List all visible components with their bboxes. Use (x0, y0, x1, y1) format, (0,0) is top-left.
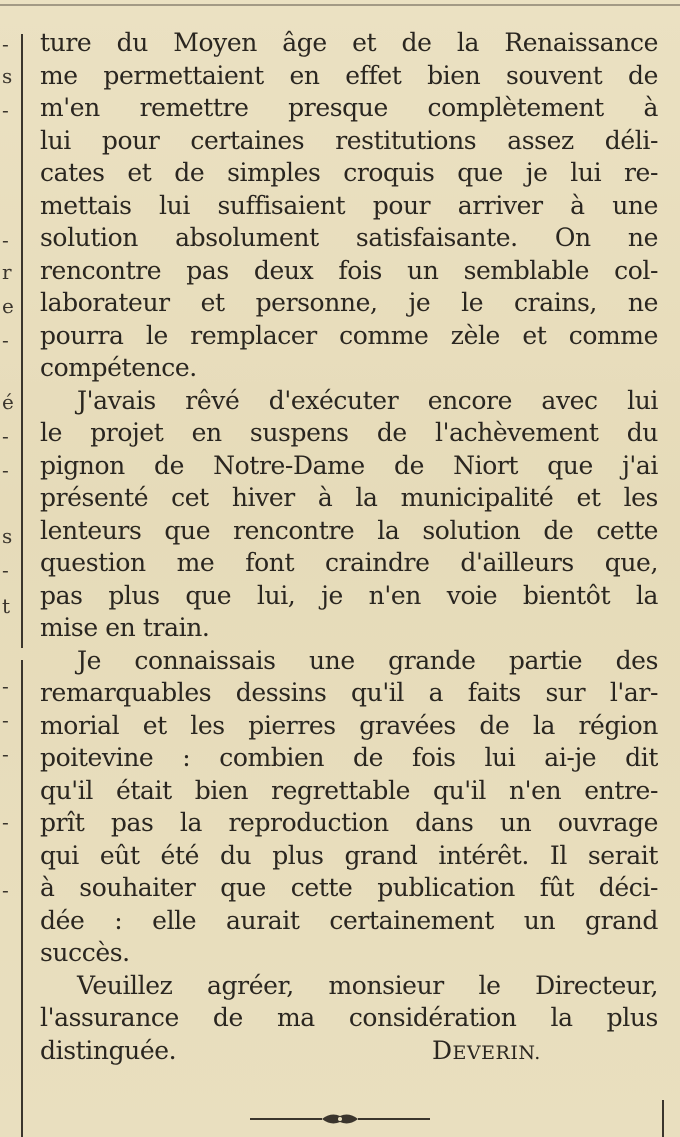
margin-fragment: - (2, 328, 9, 352)
signature-initial: D (432, 1035, 453, 1065)
text-line: pignon de Notre-Dame de Niort que j'ai (40, 450, 658, 480)
end-ornament-icon (250, 1111, 430, 1127)
margin-fragment: t (2, 594, 11, 618)
text-line: solution absolument satisfaisante. On ne (40, 223, 658, 252)
margin-fragment: - (2, 810, 9, 834)
text-line: le projet en suspens de l'achèvement du (40, 418, 658, 447)
signature (432, 1035, 541, 1068)
text-line: qu'il était bien regrettable qu'il n'en entre- (40, 775, 658, 805)
margin-fragment: - (2, 458, 9, 482)
text-line: pas plus que lui, je n'en voie bientôt la (40, 580, 658, 610)
text-line: à souhaiter que cette publication fût déci- (40, 873, 658, 902)
margin-fragment: é (2, 390, 14, 414)
margin-fragment: r (2, 260, 12, 284)
text-line: prît pas la reproduction dans un ouvrage (40, 808, 658, 837)
adjacent-column-fragments (0, 0, 14, 1137)
margin-fragment: - (2, 424, 9, 448)
margin-fragment: - (2, 228, 9, 252)
text-line: laborateur et personne, je le crains, ne (40, 288, 658, 317)
text-line: lui pour certaines restitutions assez déli- (40, 125, 658, 155)
text-line: Je connaissais une grande partie des (77, 645, 658, 675)
column-rule-upper (21, 34, 23, 648)
margin-fragment: s (2, 524, 13, 548)
text-line: morial et les pierres gravées de la région (40, 710, 658, 740)
margin-fragment: s (2, 64, 13, 88)
text-line: qui eût été du plus grand intérêt. Il serait (40, 840, 658, 870)
text-line: m'en remettre presque complètement à (40, 93, 658, 122)
text-line: J'avais rêvé d'exécuter encore avec lui (77, 385, 658, 415)
text-line: lenteurs que rencontre la solution de cette (40, 515, 658, 545)
text-line: Veuillez agréer, monsieur le Directeur, (77, 970, 658, 1000)
text-line: présenté cet hiver à la municipalité et les (40, 483, 658, 512)
margin-fragment: - (2, 708, 9, 732)
margin-fragment: - (2, 32, 9, 56)
margin-fragment: - (2, 878, 9, 902)
text-line: poitevine : combien de fois lui ai-je dit (40, 743, 658, 772)
margin-fragment: - (2, 558, 9, 582)
text-line: rencontre pas deux fois un semblable col- (40, 255, 658, 285)
text-line: question me font craindre d'ailleurs que, (40, 548, 658, 577)
signature-rest: EVERIN. (452, 1041, 541, 1064)
text-line: pourra le remplacer comme zèle et comme (40, 320, 658, 350)
text-line: ture du Moyen âge et de la Renaissance (40, 28, 658, 57)
margin-fragment: - (2, 98, 9, 122)
column-rule-right (662, 1100, 664, 1137)
text-line: cates et de simples croquis que je lui re- (40, 158, 658, 187)
text-line: me permettaient en effet bien souvent de (40, 60, 658, 90)
margin-fragment: e (2, 294, 14, 318)
closing-line (40, 1035, 658, 1068)
text-line: mise en train. (40, 613, 210, 642)
text-line: mettais lui suffisaient pour arriver à une (40, 190, 658, 220)
article-column (40, 27, 658, 1067)
margin-fragment: - (2, 742, 9, 766)
text-line: l'assurance de ma considération la plus (40, 1003, 658, 1032)
closing-word: distinguée. (40, 1035, 177, 1065)
text-line: remarquables dessins qu'il a faits sur l'ar- (40, 678, 658, 707)
text-line: succès. (40, 938, 130, 967)
text-line: compétence. (40, 353, 197, 382)
column-rule-lower (21, 660, 23, 1137)
top-rule (0, 4, 680, 6)
margin-fragment: - (2, 674, 9, 698)
text-line: dée : elle aurait certainement un grand (40, 905, 658, 935)
